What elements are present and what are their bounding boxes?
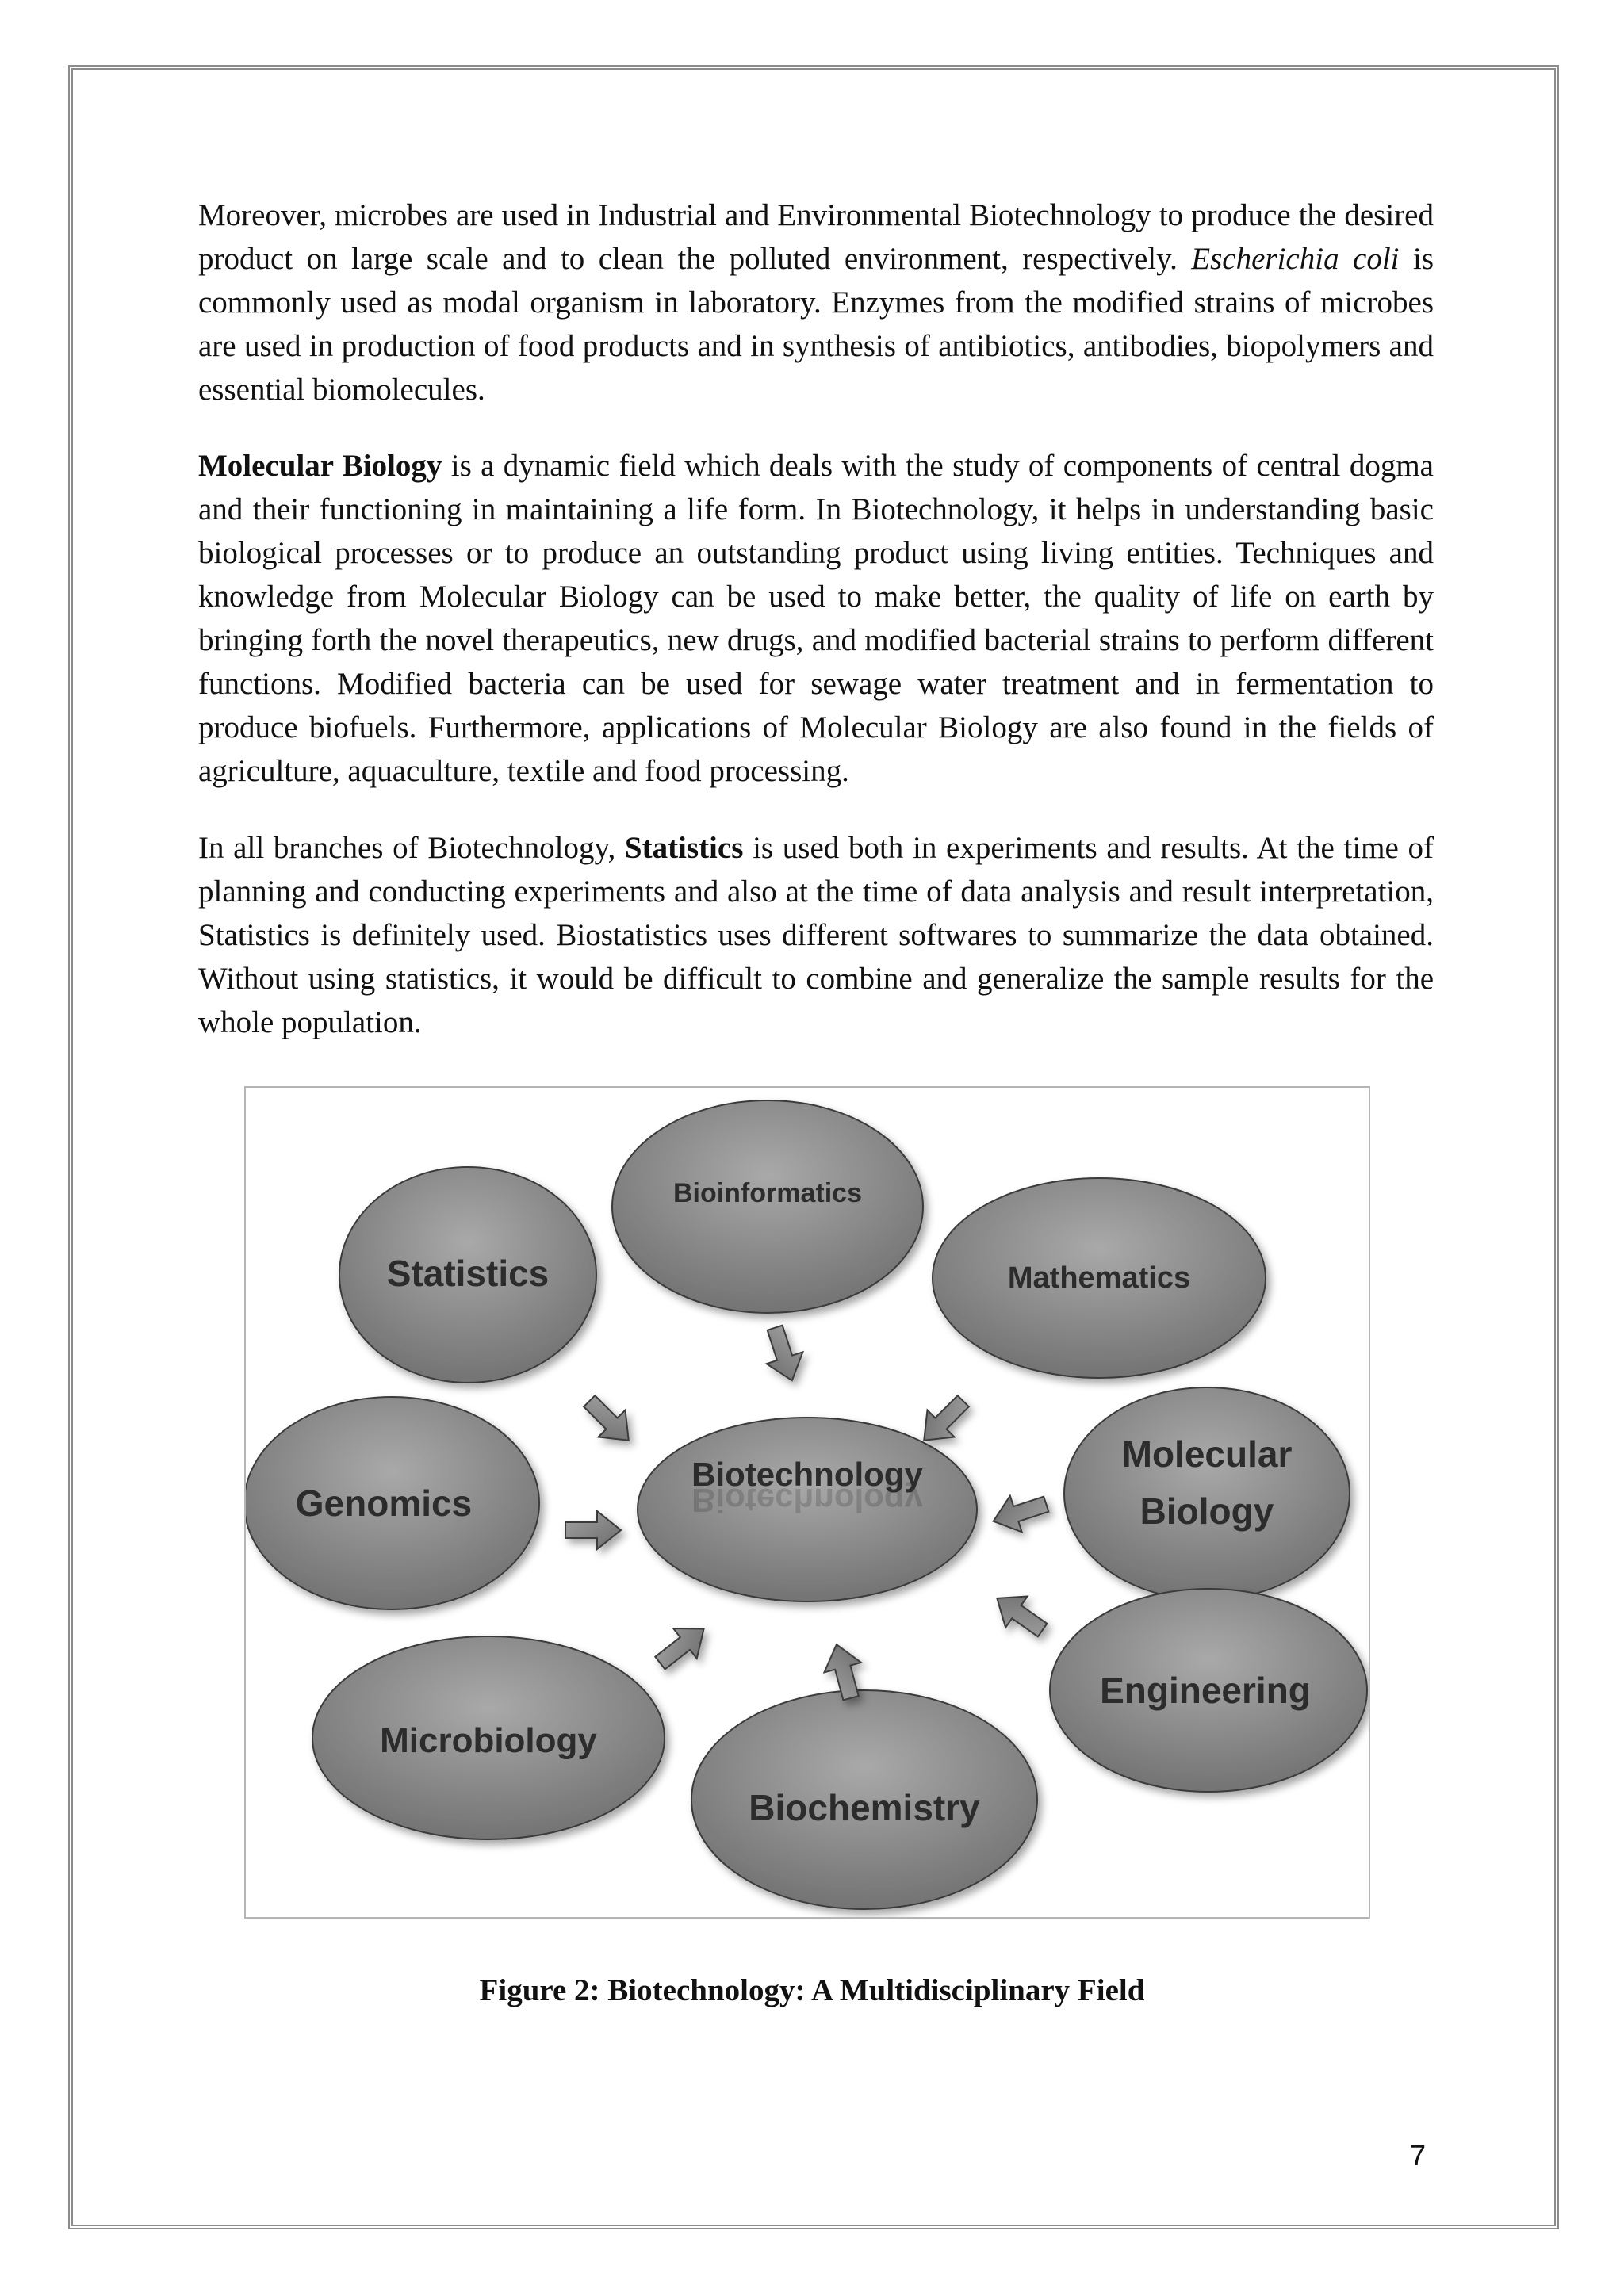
label-genomics: Genomics bbox=[295, 1483, 473, 1524]
label-microbiology: Microbiology bbox=[380, 1721, 597, 1760]
para2-bold-term: Molecular Biology bbox=[198, 449, 442, 483]
label-bioinformatics: Bioinformatics bbox=[672, 1178, 863, 1208]
arrow-from-engineering bbox=[986, 1582, 1054, 1645]
multidisciplinary-diagram bbox=[246, 1088, 1369, 1917]
node-biotechnology-center bbox=[638, 1418, 977, 1601]
node-engineering bbox=[1050, 1589, 1367, 1792]
para3-text-end: is used both in experiments and results. At the time of planning and conducting experiments and also at the time of data analysis and result interpretation, Statistics is definitely used. Biostatistics uses different softwares to summarize the data obtained. Without using statistics, it would be difficult to combine and generalize the sample results for the whole population. bbox=[198, 831, 1434, 1039]
para1-italic-organism: Escherichia coli bbox=[1191, 242, 1400, 276]
label-mathematics: Mathematics bbox=[1007, 1261, 1191, 1295]
arrow-from-statistics bbox=[576, 1387, 642, 1453]
arrow-from-microbiology bbox=[649, 1614, 716, 1678]
arrow-from-genomics bbox=[565, 1511, 621, 1549]
node-genomics bbox=[246, 1397, 539, 1609]
label-biochemistry: Biochemistry bbox=[749, 1787, 980, 1828]
node-biochemistry bbox=[691, 1690, 1037, 1909]
page-number: 7 bbox=[1410, 2139, 1427, 2172]
figure-frame bbox=[244, 1086, 1370, 1919]
para3-text-start: In all branches of Biotechnology, bbox=[198, 831, 625, 865]
paragraph-statistics bbox=[198, 826, 1434, 1044]
para2-text: is a dynamic field which deals with the study of components of central dogma and their functioning in maintaining a life form. In Biotechnology, it helps in understanding basic biological processes or to produce an outstanding product using living entities. Techniques and knowledge from Molecular Biology can be used to make better, the quality of life on earth by bringing forth the novel therapeutics, new drugs, and modified bacterial strains to perform different functions. Modified bacteria can be used for sewage water treatment and in fermentation to produce biofuels. Furthermore, applications of Molecular Biology are also found in the fields of agriculture, aquaculture, textile and food processing. bbox=[198, 449, 1434, 788]
label-molecular: Molecular bbox=[1121, 1433, 1293, 1475]
label-biotechnology-reflection: Biotechnology bbox=[691, 1482, 923, 1519]
label-biology: Biology bbox=[1139, 1490, 1274, 1532]
para3-bold-term: Statistics bbox=[624, 831, 744, 865]
node-statistics bbox=[339, 1167, 596, 1383]
node-molecular-biology bbox=[1064, 1387, 1350, 1600]
figure-caption: Figure 2: Biotechnology: A Multidisciplinary Field bbox=[479, 1973, 1145, 2007]
node-bioinformatics bbox=[612, 1100, 923, 1313]
para1-text-end: is commonly used as modal organism in laboratory. Enzymes from the modified strains of microbes are used in production of food products and in synthesis of antibiotics, antibodies, biopolymers and essential biomolecules. bbox=[198, 242, 1434, 407]
node-microbiology bbox=[312, 1636, 665, 1839]
label-engineering: Engineering bbox=[1100, 1670, 1311, 1711]
label-statistics: Statistics bbox=[386, 1253, 550, 1294]
paragraph-microbes bbox=[198, 193, 1434, 411]
arrow-from-bioinformatics bbox=[756, 1322, 810, 1386]
paragraph-molecular-biology bbox=[198, 444, 1434, 793]
arrow-from-molecular-biology bbox=[987, 1486, 1051, 1539]
para1-text-start: Moreover, microbes are used in Industrial and Environmental Biotechnology to produce the desired product on large scale and to clean the polluted environment, respectively. bbox=[198, 198, 1434, 276]
node-mathematics bbox=[933, 1178, 1266, 1378]
label-biotechnology: Biotechnology bbox=[691, 1456, 923, 1493]
